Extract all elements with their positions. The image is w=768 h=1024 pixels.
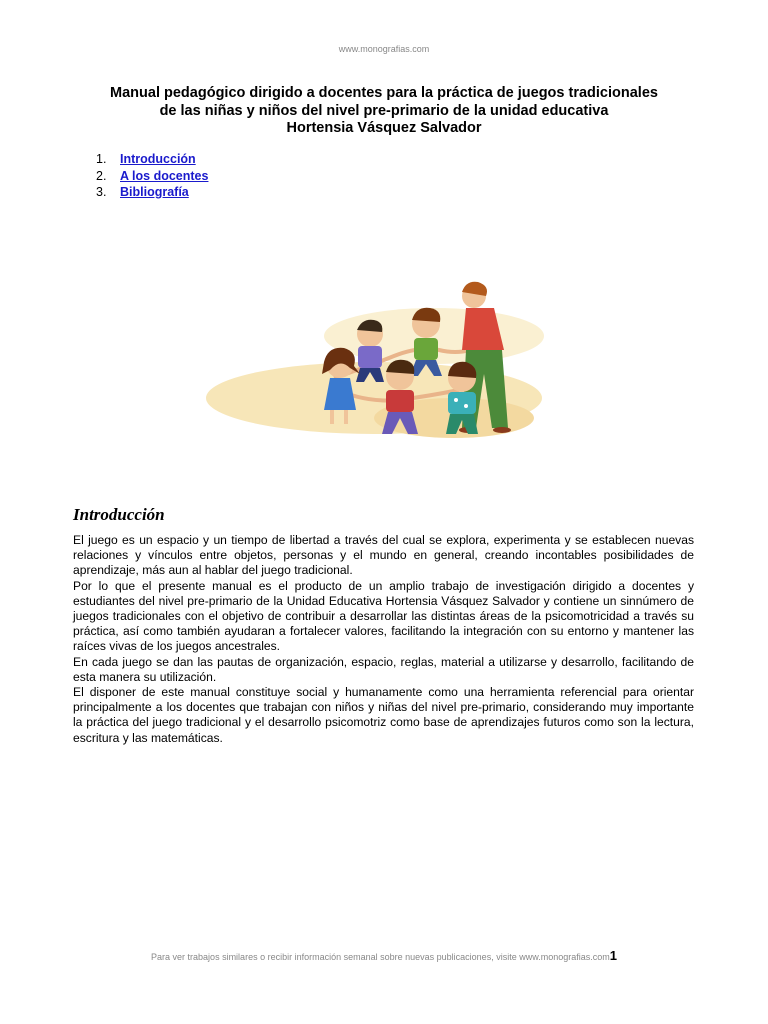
introduction-heading: Introducción bbox=[73, 505, 165, 524]
introduction-paragraph: El juego es un espacio y un tiempo de libertad a través del cual se explora, experimenta y se establecen nuevas relaciones y vínculos entre objetos, personas y el mundo en general, creando incontables posibilidades de aprendizaje, más aun al hablar del juego tradicional. bbox=[73, 533, 694, 578]
page-number: 1 bbox=[609, 948, 617, 963]
header-url: www.monografias.com bbox=[338, 44, 430, 54]
toc-number: 2. bbox=[96, 168, 107, 183]
toc-link-introduccion[interactable]: Introducción bbox=[120, 152, 196, 166]
title-line-3: Hortensia Vásquez Salvador bbox=[286, 120, 482, 136]
footer-text: Para ver trabajos similares o recibir información semanal sobre nuevas publicaciones, visite www.monografias.com bbox=[151, 952, 610, 962]
page-footer bbox=[0, 948, 768, 963]
toc-link-a-los-docentes[interactable]: A los docentes bbox=[120, 168, 209, 183]
document-title bbox=[60, 85, 708, 138]
title-line-1: Manual pedagógico dirigido a docentes para la práctica de juegos tradicionales bbox=[110, 85, 658, 101]
introduction-body bbox=[73, 533, 694, 746]
toc-number: 3. bbox=[96, 185, 107, 199]
introduction-paragraph: Por lo que el presente manual es el producto de un amplio trabajo de investigación dirigido a docentes y estudiantes del nivel pre-primario de la Unidad Educativa Hortensia Vásquez Salvador y contiene un sinnúmero de juegos tradicionales con el objetivo de contribuir a desarrollar las distintas áreas de la psicomotricidad a través su práctica, así como también ayudaran a fortalecer valores, facilitando la integración con su entorno y mantener las raíces vivas de los juegos ancestrales. bbox=[73, 578, 694, 654]
introduction-paragraph: El disponer de este manual constituye social y humanamente como una herramienta referencial para orientar principalmente a los docentes que trabajan con niños y niñas del nivel pre-primario, considerando muy importante la práctica del juego tradicional y el desarrollo psicomotriz como base de aprendizajes futuros como son la lectura, escritura y las matemáticas. bbox=[73, 685, 694, 745]
toc-item bbox=[96, 151, 208, 168]
introduction-paragraph: En cada juego se dan las pautas de organización, espacio, reglas, material a utilizarse y desarrollo, facilitando de esta manera su utilización. bbox=[73, 654, 694, 684]
toc-item bbox=[96, 184, 208, 201]
table-of-contents bbox=[96, 151, 208, 201]
toc-link-bibliografia[interactable]: Bibliografía bbox=[120, 185, 189, 199]
toc-item bbox=[96, 168, 208, 185]
children-circle-game-illustration bbox=[204, 278, 564, 448]
toc-number: 1. bbox=[96, 152, 107, 166]
title-line-2: de las niñas y niños del nivel pre-primario de la unidad educativa bbox=[159, 102, 609, 119]
